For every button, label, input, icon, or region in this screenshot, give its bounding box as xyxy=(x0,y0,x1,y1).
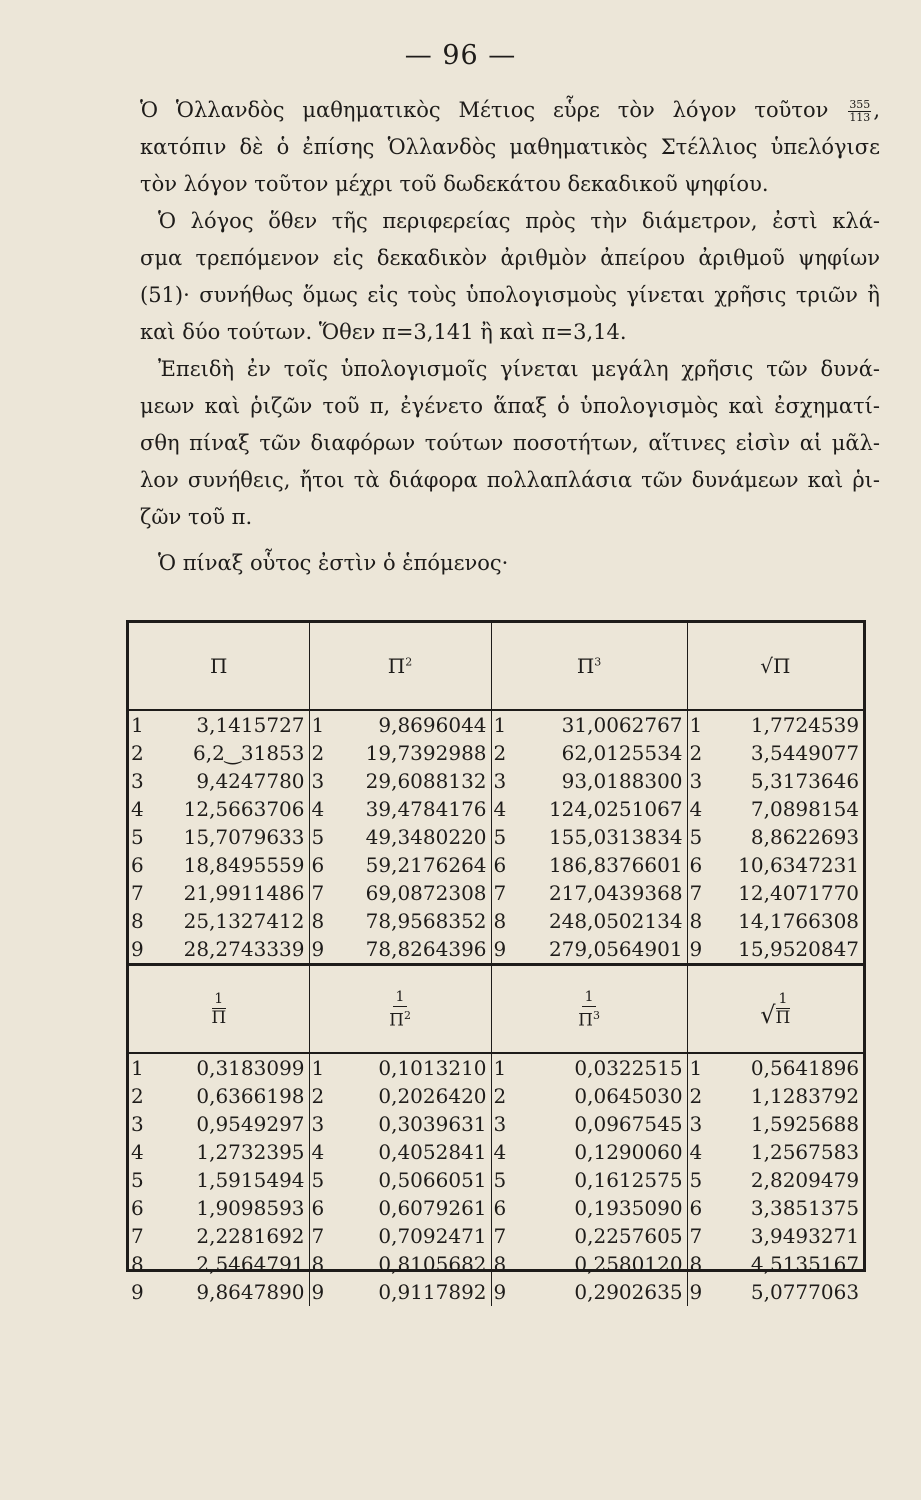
row-index: 1 xyxy=(493,1056,507,1080)
table-cell: 5,3173646 xyxy=(750,769,860,793)
row-index: 6 xyxy=(311,853,325,877)
paragraph-3-line-2: μεων καὶ ῥιζῶν τοῦ π, ἐγένετο ἅπαξ ὁ ὑπολογισμὸς καὶ ἐσχηματί- xyxy=(140,394,880,418)
row-index: 2 xyxy=(131,1084,144,1108)
table-cell: 12,5663706 xyxy=(145,795,309,823)
row-index: 8 xyxy=(311,909,325,933)
fraction-355-113: $\frac{355}{113}$ xyxy=(849,98,871,124)
table-cell: 0,4052841 xyxy=(325,1138,491,1166)
row-index: 2 xyxy=(689,741,703,765)
paragraph-1-line-1: Ὁ Ὁλλανδὸς μαθηματικὸς Μέτιος εὗρε τὸν λόγον τοῦτον $\frac{355}{113}$ , xyxy=(140,98,880,124)
row-index: 5 xyxy=(131,825,144,849)
row-index: 5 xyxy=(689,1168,703,1192)
table-cell: 0,7092471 xyxy=(325,1222,491,1250)
table-cell: 9,8696044 xyxy=(325,710,491,739)
table-cell: 0,0967545 xyxy=(507,1110,687,1138)
table-cell: 49,3480220 xyxy=(325,823,491,851)
table-cell: 155,0313834 xyxy=(507,823,687,851)
header-pi-cubed: $\Pi^3$ xyxy=(491,623,687,710)
row-index: 1 xyxy=(131,713,144,737)
table-cell: 29,6088132 xyxy=(325,767,491,795)
table-cell: 28,2743339 xyxy=(145,935,309,965)
table-cell: 0,3183099 xyxy=(145,1053,309,1082)
table-cell: 1,2567583 xyxy=(750,1140,860,1164)
table2-row xyxy=(129,1166,863,1194)
row-index: 8 xyxy=(493,1252,507,1276)
row-index: 3 xyxy=(493,1112,507,1136)
row-index: 2 xyxy=(131,741,144,765)
header-pi: Π xyxy=(129,623,309,710)
table1-row xyxy=(129,767,863,795)
table-cell: 9,8647890 xyxy=(145,1278,309,1306)
row-index: 9 xyxy=(493,1280,507,1304)
table-cell: 0,6366198 xyxy=(145,1082,309,1110)
row-index: 1 xyxy=(131,1056,144,1080)
row-index: 3 xyxy=(493,769,507,793)
row-index: 4 xyxy=(493,1140,507,1164)
row-index: 7 xyxy=(493,881,507,905)
row-index: 4 xyxy=(689,1140,703,1164)
row-index: 4 xyxy=(311,797,325,821)
table-cell: 0,1935090 xyxy=(507,1194,687,1222)
table-cell: 0,9549297 xyxy=(145,1110,309,1138)
table-cell: 5,0777063 xyxy=(750,1280,860,1304)
paragraph-2-line-3: (51)· συνήθως ὅμως εἰς τοὺς ὑπολογισμοὺς γίνεται χρῆσις τριῶν ἢ xyxy=(140,283,880,307)
table-cell: 279,0564901 xyxy=(507,935,687,965)
table-cell: 0,1612575 xyxy=(507,1166,687,1194)
paragraph-2-line-4: καὶ δύο τούτων. Ὅθεν π=3,141 ἢ καὶ π=3,14. xyxy=(140,320,627,344)
row-index: 6 xyxy=(689,1196,703,1220)
table1-row xyxy=(129,795,863,823)
table-cell: 4,5135167 xyxy=(750,1252,860,1276)
row-index: 7 xyxy=(131,881,144,905)
row-index: 8 xyxy=(131,909,144,933)
table2-row xyxy=(129,1138,863,1166)
header-inverse-pi-cubed: 1 $\Pi^3$ xyxy=(491,965,687,1054)
row-index: 3 xyxy=(311,769,325,793)
table-cell: 15,7079633 xyxy=(145,823,309,851)
table2-row xyxy=(129,1053,863,1082)
row-index: 7 xyxy=(493,1224,507,1248)
table-cell: 69,0872308 xyxy=(325,879,491,907)
row-index: 2 xyxy=(311,1084,325,1108)
table2-row xyxy=(129,1278,863,1306)
table-cell: 0,2580120 xyxy=(507,1250,687,1278)
row-index: 7 xyxy=(689,881,703,905)
row-index: 6 xyxy=(131,1196,144,1220)
row-index: 7 xyxy=(131,1224,144,1248)
row-index: 8 xyxy=(493,909,507,933)
row-index: 7 xyxy=(311,1224,325,1248)
row-index: 2 xyxy=(311,741,325,765)
table-cell: 0,1290060 xyxy=(507,1138,687,1166)
table2-row xyxy=(129,1194,863,1222)
table-cell: 15,9520847 xyxy=(738,937,860,961)
table-cell: 1,9098593 xyxy=(145,1194,309,1222)
table-cell: 0,2902635 xyxy=(507,1278,687,1306)
table-cell: 25,1327412 xyxy=(145,907,309,935)
table-cell: 0,5066051 xyxy=(325,1166,491,1194)
paragraph-3-line-3: σθη πίναξ τῶν διαφόρων τούτων ποσοτήτων, αἵτινες εἰσὶν αἱ μᾶλ- xyxy=(140,431,880,455)
paragraph-3-line-4: λον συνήθεις, ἤτοι τὰ διάφορα πολλαπλάσια τῶν δυνάμεων καὶ ῥι- xyxy=(140,468,880,492)
row-index: 1 xyxy=(689,1056,703,1080)
table1-row xyxy=(129,879,863,907)
table1-row xyxy=(129,710,863,739)
paragraph-3-line-1: Ἐπειδὴ ἐν τοῖς ὑπολογισμοῖς γίνεται μεγάλη χρῆσις τῶν δυνά- xyxy=(158,357,880,381)
table-cell: 3,5449077 xyxy=(750,741,860,765)
table-cell: 1,2732395 xyxy=(145,1138,309,1166)
table1-row xyxy=(129,907,863,935)
table-cell: 3,9493271 xyxy=(750,1224,860,1248)
table-cell: 21,9911486 xyxy=(145,879,309,907)
table-cell: 78,8264396 xyxy=(325,935,491,965)
table-cell: 39,4784176 xyxy=(325,795,491,823)
page-number: — 96 — xyxy=(404,40,517,71)
table-cell: 14,1766308 xyxy=(738,909,860,933)
table1-header-row xyxy=(129,623,863,710)
row-index: 9 xyxy=(493,937,507,961)
row-index: 8 xyxy=(131,1252,144,1276)
row-index: 6 xyxy=(689,853,703,877)
table2-row xyxy=(129,1082,863,1110)
table-cell: 0,9117892 xyxy=(325,1278,491,1306)
row-index: 6 xyxy=(493,1196,507,1220)
header-sqrt-inverse-pi: √ 1 Π xyxy=(687,965,863,1054)
table-cell: 0,0322515 xyxy=(507,1053,687,1082)
row-index: 1 xyxy=(311,713,325,737)
table2-row xyxy=(129,1250,863,1278)
row-index: 9 xyxy=(311,1280,325,1304)
table-cell: 0,2257605 xyxy=(507,1222,687,1250)
paragraph-3-line-5: ζῶν τοῦ π. xyxy=(140,505,253,529)
row-index: 3 xyxy=(131,1112,144,1136)
table1-row xyxy=(129,823,863,851)
row-index: 7 xyxy=(689,1224,703,1248)
row-index: 5 xyxy=(311,825,325,849)
table-cell: 0,0645030 xyxy=(507,1082,687,1110)
paragraph-1-line-2: κατόπιν δὲ ὁ ἐπίσης Ὁλλανδὸς μαθηματικὸς Στέλλιος ὑπελόγισε xyxy=(140,135,880,159)
table-cell: 3,1415727 xyxy=(145,710,309,739)
table-cell: 19,7392988 xyxy=(325,739,491,767)
table-cell: 0,3039631 xyxy=(325,1110,491,1138)
row-index: 9 xyxy=(131,1280,144,1304)
row-index: 5 xyxy=(689,825,703,849)
table-cell: 93,0188300 xyxy=(507,767,687,795)
row-index: 2 xyxy=(689,1084,703,1108)
paragraph-2-line-1: Ὁ λόγος ὅθεν τῆς περιφερείας πρὸς τὴν διάμετρον, ἐστὶ κλά- xyxy=(158,209,880,233)
row-index: 3 xyxy=(689,1112,703,1136)
table2-row xyxy=(129,1222,863,1250)
table-cell: 0,5641896 xyxy=(750,1056,860,1080)
table-cell: 1,5915494 xyxy=(145,1166,309,1194)
header-sqrt-pi: √Π xyxy=(687,623,863,710)
row-index: 4 xyxy=(131,797,144,821)
row-index: 4 xyxy=(493,797,507,821)
table-cell: 2,8209479 xyxy=(750,1168,860,1192)
row-index: 3 xyxy=(311,1112,325,1136)
row-index: 4 xyxy=(311,1140,325,1164)
table-cell: 6,2‿31853 xyxy=(145,739,309,767)
table1-row xyxy=(129,935,863,965)
table-cell: 186,8376601 xyxy=(507,851,687,879)
table-cell: 2,5464791 xyxy=(145,1250,309,1278)
table-cell: 10,6347231 xyxy=(738,853,860,877)
table-cell: 59,2176264 xyxy=(325,851,491,879)
row-index: 5 xyxy=(493,825,507,849)
table-cell: 8,8622693 xyxy=(750,825,860,849)
paragraph-2-line-2: σμα τρεπόμενον εἰς δεκαδικὸν ἀριθμὸν ἀπείρου ἀριθμοῦ ψηφίων xyxy=(140,246,880,270)
row-index: 7 xyxy=(311,881,325,905)
table-cell: 0,6079261 xyxy=(325,1194,491,1222)
table1-row xyxy=(129,739,863,767)
table-cell: 1,1283792 xyxy=(750,1084,860,1108)
table1-row xyxy=(129,851,863,879)
table-cell: 7,0898154 xyxy=(750,797,860,821)
row-index: 9 xyxy=(131,937,144,961)
row-index: 6 xyxy=(311,1196,325,1220)
table-cell: 0,2026420 xyxy=(325,1082,491,1110)
paragraph-1-line-3: τὸν λόγον τοῦτον μέχρι τοῦ δωδεκάτου δεκαδικοῦ ψηφίου. xyxy=(140,172,769,196)
row-index: 4 xyxy=(689,797,703,821)
table-cell: 1,5925688 xyxy=(750,1112,860,1136)
row-index: 9 xyxy=(689,1280,703,1304)
table2-row xyxy=(129,1110,863,1138)
row-index: 3 xyxy=(131,769,144,793)
table-cell: 124,0251067 xyxy=(507,795,687,823)
header-inverse-pi-squared: 1 $\Pi^2$ xyxy=(309,965,491,1054)
row-index: 1 xyxy=(493,713,507,737)
table-cell: 0,1013210 xyxy=(325,1053,491,1082)
table2-header-row xyxy=(129,965,863,1054)
powers-roots-table xyxy=(126,620,866,1304)
table-cell: 3,3851375 xyxy=(750,1196,860,1220)
row-index: 8 xyxy=(311,1252,325,1276)
row-index: 5 xyxy=(311,1168,325,1192)
header-inverse-pi: 1 Π xyxy=(129,965,309,1054)
row-index: 6 xyxy=(131,853,144,877)
table-cell: 0,8105682 xyxy=(325,1250,491,1278)
row-index: 1 xyxy=(311,1056,325,1080)
row-index: 4 xyxy=(131,1140,144,1164)
row-index: 2 xyxy=(493,1084,507,1108)
row-index: 8 xyxy=(689,909,703,933)
row-index: 5 xyxy=(493,1168,507,1192)
row-index: 6 xyxy=(493,853,507,877)
row-index: 2 xyxy=(493,741,507,765)
table-cell: 78,9568352 xyxy=(325,907,491,935)
table-cell: 62,0125534 xyxy=(507,739,687,767)
table-cell: 2,2281692 xyxy=(145,1222,309,1250)
table-cell: 9,4247780 xyxy=(145,767,309,795)
row-index: 5 xyxy=(131,1168,144,1192)
body-text xyxy=(140,92,880,582)
row-index: 3 xyxy=(689,769,703,793)
row-index: 8 xyxy=(689,1252,703,1276)
table-cell: 18,8495559 xyxy=(145,851,309,879)
table-cell: 1,7724539 xyxy=(750,713,860,737)
header-pi-squared: $\Pi^2$ xyxy=(309,623,491,710)
table-cell: 31,0062767 xyxy=(507,710,687,739)
table-cell: 12,4071770 xyxy=(738,881,860,905)
row-index: 9 xyxy=(689,937,703,961)
table-cell: 217,0439368 xyxy=(507,879,687,907)
paragraph-4: Ὁ πίναξ οὗτος ἐστὶν ὁ ἑπόμενος· xyxy=(158,551,509,575)
row-index: 1 xyxy=(689,713,703,737)
row-index: 9 xyxy=(311,937,325,961)
table-cell: 248,0502134 xyxy=(507,907,687,935)
